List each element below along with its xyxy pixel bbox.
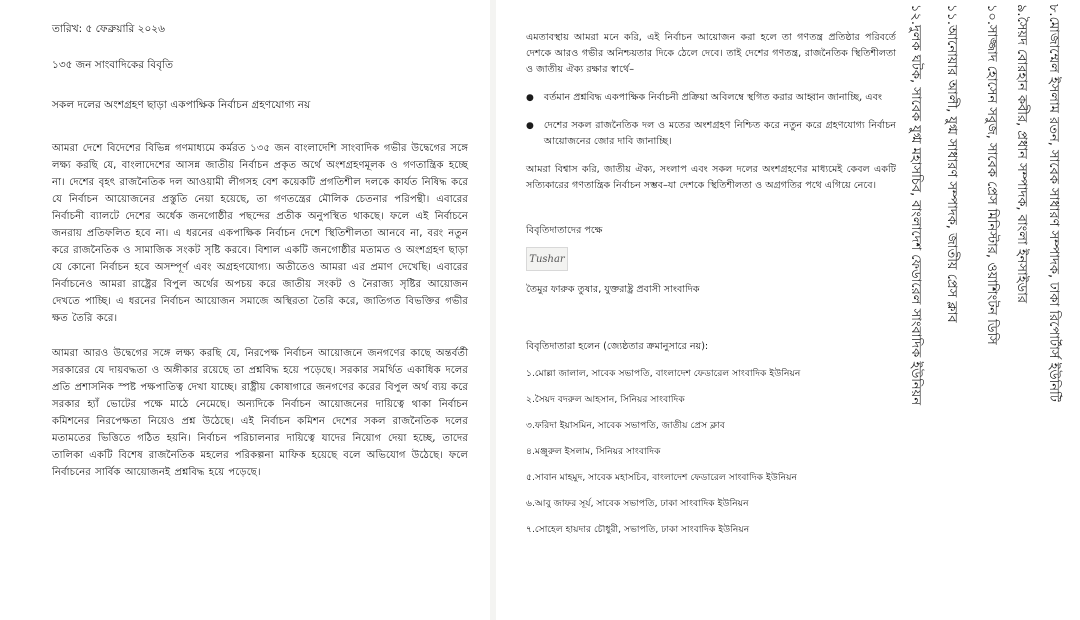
signer-entry: ২.সৈয়দ বদরুল আহসান, সিনিয়র সাংবাদিক: [526, 394, 685, 405]
demand-text: বর্তমান প্রশ্নবিদ্ধ একপাক্ষিক নির্বাচনী প্রক্রিয়া অবিলম্বে স্থগিত করার আহ্বান জানাচ্ছি, এবং: [543, 92, 883, 103]
signer-entry: ১.মোল্লা জালাল, সাবেক সভাপতি, বাংলাদেশ ফেডারেল সাংবাদিক ইউনিয়ন: [526, 368, 801, 379]
signers-list: [526, 367, 896, 536]
signer-entry: ৩.ফরিদা ইয়াসমিন, সাবেক সভাপতি, জাতীয় প্রেস ক্লাব: [526, 420, 726, 431]
signer-entry: ৬.আবু জাফর সূর্য, সাবেক সভাপতি, ঢাকা সাংবাদিক ইউনিয়ন: [526, 498, 749, 509]
demands-intro: এমতাবস্থায় আমরা মনে করি, এই নির্বাচন আয়োজন করা হলে তা গণতন্ত্র প্রতিষ্ঠার পরিবর্তে দেশকে আরও গভীর অনিশ্চয়তার দিকে ঠেলে দেবে। তাই দেশের গণতন্ত্র, রাজনৈতিক স্থিতিশীলতা ও জাতীয় ঐক্য রক্ষার স্বার্থে–: [526, 32, 896, 75]
signature-image: Tushar: [526, 247, 568, 271]
signers-heading: বিবৃতিদাতারা হলেন (জ্যেষ্ঠতার ক্রমানুসারে নয়):: [526, 341, 709, 352]
signer-name: তৈমুর ফারুক তুষার, যুক্তরাষ্ট্র প্রবাসী সাংবাদিক: [526, 284, 700, 295]
demand-item: [526, 90, 896, 106]
signer-label: বিবৃতিদাতাদের পক্ষে: [526, 225, 603, 236]
rotated-signer-entry: ১০.সাজ্জাদ হোসেন সবুজ, সাবেক প্রেস মিনিস্টার, ওয়াশিংটন ডিসি: [984, 4, 999, 345]
rotated-signer-entry: ১২.দুলক ঘটক, সাবেক যুগ্ম মহাসচিব, বাংলাদেশ ফেডারেল সাংবাদিক ইউনিয়ন: [908, 4, 923, 406]
bullet-icon: ●: [526, 121, 534, 131]
rotated-signer-entry: ৮.মোজাম্মেল ইসলাম রতন, সাবেক সাধারণ সম্পাদক, ঢাকা রিপোর্টার্স ইউনিটি: [1046, 4, 1061, 402]
demand-item: [526, 118, 896, 150]
statement-page-1: [0, 0, 490, 620]
signer-entry: ৫.সাবান মাহমুদ, সাবেক মহাসচিব, বাংলাদেশ ফেডারেল সাংবাদিক ইউনিয়ন: [526, 472, 797, 483]
bullet-icon: ●: [526, 93, 534, 103]
signer-entry: ৭.সোহেল হায়দার চৌধুরী, সভাপতি, ঢাকা সাংবাদিক ইউনিয়ন: [526, 524, 750, 535]
statement-subtitle: ১৩৫ জন সাংবাদিকের বিবৃতি: [52, 59, 173, 71]
signer-entry: ৪.মঞ্জুরুল ইসলাম, সিনিয়র সাংবাদিক: [526, 446, 661, 457]
statement-page-2: [496, 0, 916, 620]
statement-page-3-rotated: [900, 0, 1080, 620]
demand-text: দেশের সকল রাজনৈতিক দল ও মতের অংশগ্রহণ নিশ্চিত করে নতুন করে গ্রহণযোগ্য নির্বাচন আয়োজনের জোর দাবি জানাচ্ছি।: [543, 120, 896, 147]
body-paragraph-2: আমরা আরও উদ্বেগের সঙ্গে লক্ষ্য করছি যে, নিরপেক্ষ নির্বাচন আয়োজনে জনগণের কাছে অন্তর্বর্তী সরকারের যে দায়বদ্ধতা ও অঙ্গীকার রয়েছে তা প্রশ্নবিদ্ধ হয়ে পড়েছে। সরকার সমর্থিত একাধিক দলের প্রতি প্রশাসনিক স্পষ্ট পক্ষপাতিত্ব দেখা যাচ্ছে। রাষ্ট্রীয় কোষাগারে জনগণের করের বিপুল অর্থ ব্যয় করে সরকার হ্যাঁ ভোটের পক্ষে মাঠে নেমেছে। অন্যদিকে নির্বাচন আয়োজনের দায়িত্বে থাকা নির্বাচন কমিশনের নিরপেক্ষতা নিয়েও প্রশ্ন উঠেছে। এই নির্বাচন কমিশন দেশের সকল রাজনৈতিক দলের মতামতের ভিত্তিতে গঠিত হয়নি। নির্বাচন পরিচালনার দায়িত্বে যাদের নিয়োগ দেয়া হচ্ছে, তাদের তালিকা একটি বিশেষ রাজনৈতিক মহলের পরিকল্পনা মাফিক হয়েছে বলে অভিযোগ উঠেছে। ফলে নির্বাচনের সার্বিক আয়োজনই প্রশ্নবিদ্ধ হয়ে পড়েছে।: [52, 348, 468, 478]
closing-paragraph: আমরা বিশ্বাস করি, জাতীয় ঐক্য, সংলাপ এবং সকল দলের অংশগ্রহণের মাধ্যমেই কেবল একটি সত্যিকারের গণতান্ত্রিক নির্বাচন সম্ভব–যা দেশকে স্থিতিশীলতা ও অগ্রগতির পথে এগিয়ে নেবে।: [526, 164, 896, 191]
rotated-signer-entry: ১১.আনোয়ার আলী, যুগ্ম সাধারণ সম্পাদক, জাতীয় প্রেস ক্লাব: [944, 4, 959, 323]
statement-headline: সকল দলের অংশগ্রহণ ছাড়া একপাক্ষিক নির্বাচন গ্রহণযোগ্য নয়: [52, 99, 311, 111]
rotated-signer-entry: ৯.সৈয়দ বোরহান কবীর, প্রধান সম্পাদক, বাংলা ইনসাইডার: [1014, 4, 1029, 303]
statement-date: তারিখ: ৫ ফেব্রুয়ারি ২০২৬: [52, 23, 165, 35]
body-paragraph-1: আমরা দেশে বিদেশের বিভিন্ন গণমাধ্যমে কর্মরত ১৩৫ জন বাংলাদেশি সাংবাদিক গভীর উদ্বেগের সঙ্গে লক্ষ্য করছি যে, বাংলাদেশের আসন্ন জাতীয় নির্বাচন প্রকৃত অর্থে অংশগ্রহণমূলক ও গণতান্ত্রিক হচ্ছে না। দেশের বৃহৎ রাজনৈতিক দল আওয়ামী লীগসহ বেশ কয়েকটি প্রগতিশীল দলকে কার্যত নিষিদ্ধ করে যে নির্বাচন আয়োজনের প্রস্তুতি নেয়া হয়েছে, তা গণতন্ত্রের মৌলিক চেতনার পরিপন্থী। এবারের নির্বাচনী ব্যালটে দেশের অর্ধেক জনগোষ্ঠীর পছন্দের প্রতীক অনুপস্থিত থাকছে। ফলে এই নির্বাচনে জনরায় প্রতিফলিত হবে না। এ ধরনের একপাক্ষিক নির্বাচন দেশে স্থিতিশীলতা আনবে না, বরং নতুন করে রাজনৈতিক ও সামাজিক সংকট সৃষ্টি করবে। বিশাল একটি জনগোষ্ঠীর মতামত ও অংশগ্রহণ ছাড়া যে কোনো নির্বাচন হবে অসম্পূর্ণ এবং অগ্রহণযোগ্য। অতীতেও আমরা এর প্রমাণ দেখেছি। এবারের নির্বাচনেও আমরা রাষ্ট্রের বিপুল অর্থের অপচয় করে জাতীয় সংকট ও নৈরাজ্য সৃষ্টির আয়োজন দেখতে পাচ্ছি। এ ধরনের নির্বাচন আয়োজন সমাজে অস্থিরতা তৈরি করে, জাতিগত বিভক্তির গভীর ক্ষত তৈরি করে।: [52, 143, 468, 324]
